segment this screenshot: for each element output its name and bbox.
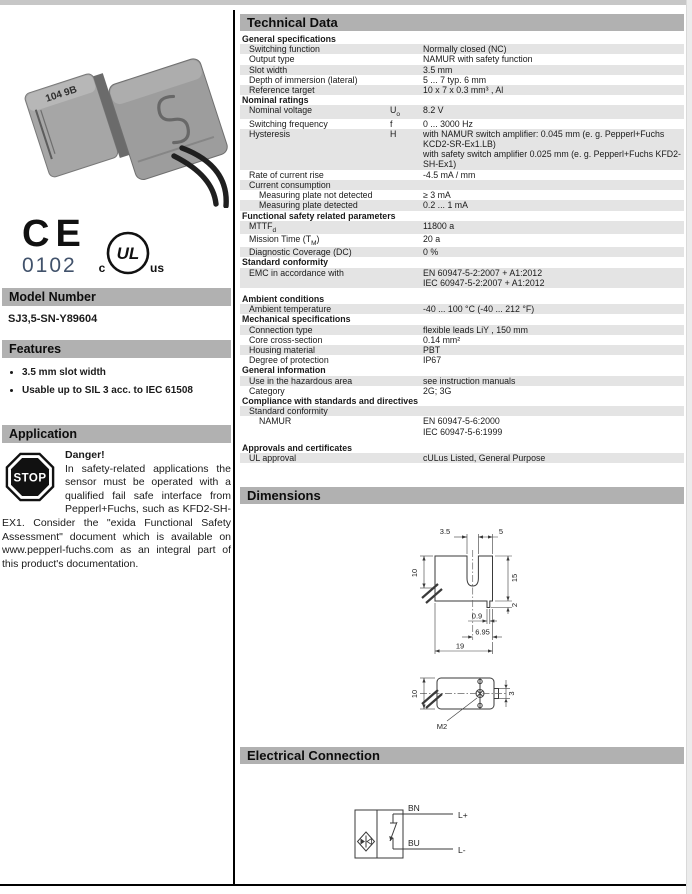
spec-row [240, 416, 684, 436]
right-column [240, 14, 684, 886]
spec-value: 20 a [423, 233, 441, 244]
spec-label: Measuring plate not detected [259, 190, 373, 201]
spec-value: NAMUR with safety function [423, 54, 533, 65]
spec-symbol: H [390, 128, 397, 139]
product-top-label: 104 9B [44, 84, 79, 105]
danger-body: In safety-related applications the sensor must be operated with a qualified fail safe interface from Pepperl+Fuchs, such as KFD2-SH-EX1. Consider the "exida Functional Safety Assessment" document which is available on www.pepperl-fuchs.com as an integral part of this product's documentation. [2, 462, 231, 570]
wire-bu-label: BU [408, 838, 420, 848]
spec-label: Hysteresis [249, 128, 291, 139]
dim-tab-height: 3 [507, 691, 516, 696]
spec-label: Standard conformity [249, 406, 328, 417]
spec-row [240, 170, 684, 180]
spec-symbol [390, 376, 423, 386]
spec-row [240, 190, 684, 200]
spec-label: Measuring plate detected [259, 200, 358, 211]
spec-label: Rate of current rise [249, 169, 324, 180]
spec-symbol [390, 170, 423, 180]
technical-data-header: Technical Data [240, 14, 684, 31]
spec-value: -40 ... 100 °C (-40 ... 212 °F) [423, 304, 535, 315]
dim-right-width: 5 [498, 527, 504, 536]
spec-value: with NAMUR switch amplifier: 0.045 mm (e. g. Pepperl+Fuchs KCD2-SR-Ex1.LB) with safety switch amplifier 0.025 mm (e. g. Pepperl+Fuchs KFD2-SH-Ex1) [423, 128, 681, 170]
spec-row [240, 105, 684, 118]
spec-value: EN 60947-5-2:2007 + A1:2012 IEC 60947-5-2:2007 + A1:2012 [423, 267, 545, 288]
spec-row [240, 406, 684, 416]
terminal-lminus-label: L- [458, 845, 466, 855]
spec-label: Depth of immersion (lateral) [249, 74, 358, 85]
technical-data-table [240, 34, 684, 463]
spec-value: IP67 [423, 355, 442, 366]
spec-symbol [390, 453, 423, 463]
spec-row [240, 129, 684, 170]
spec-row [240, 247, 684, 257]
spec-value: 0.14 mm² [423, 334, 461, 345]
dim-left-height: 10 [410, 568, 419, 578]
spec-label: Current consumption [249, 179, 331, 190]
spec-symbol: $U_o$ [390, 105, 400, 119]
spec-symbol [390, 335, 423, 345]
spec-label: UL approval [249, 453, 297, 464]
spec-symbol [390, 85, 423, 95]
dim-total-height: 15 [510, 573, 519, 583]
spec-symbol [390, 247, 423, 257]
spec-label: Core cross-section [249, 334, 323, 345]
spec-row [240, 44, 684, 54]
spec-value: ≥ 3 mA [423, 190, 451, 201]
spec-row [240, 268, 684, 288]
spec-symbol [390, 221, 423, 234]
ul-us-label: us [149, 261, 165, 275]
spec-value: 0.2 ... 1 mA [423, 200, 468, 211]
spec-section-header: General specifications [242, 34, 336, 44]
spec-symbol [390, 65, 423, 75]
spec-symbol [390, 234, 423, 247]
column-divider [233, 10, 235, 885]
ce-mark-block [22, 214, 87, 277]
spec-symbol [390, 304, 423, 314]
spec-label: Nominal voltage [249, 105, 313, 116]
dim-step-height: 2 [510, 602, 519, 608]
spec-label: Use in the hazardous area [249, 375, 353, 386]
spec-symbol [390, 268, 423, 288]
spec-row [240, 345, 684, 355]
spec-value: 5 ... 7 typ. 6 mm [423, 74, 487, 85]
spec-row [240, 335, 684, 345]
spec-label: Degree of protection [249, 355, 329, 366]
spec-symbol [390, 75, 423, 85]
spec-row [240, 386, 684, 396]
spec-symbol [390, 406, 423, 416]
spec-symbol: f [390, 118, 393, 129]
spec-label: NAMUR [259, 416, 292, 427]
ul-mark-letters: UL [116, 244, 140, 263]
ul-listing-mark [90, 228, 170, 282]
page-edge-top [0, 0, 692, 5]
electrical-connection-diagram [240, 786, 686, 874]
spec-value: see instruction manuals [423, 375, 516, 386]
dim-center-to-edge: 6.95 [475, 627, 490, 637]
spec-value: 2G; 3G [423, 385, 452, 396]
spec-row [240, 200, 684, 210]
stop-icon-label: STOP [13, 472, 47, 485]
model-number-value: SJ3,5-SN-Y89604 [8, 313, 98, 325]
certifications [2, 214, 231, 290]
spec-value: 3.5 mm [423, 64, 453, 75]
spec-row [240, 325, 684, 335]
spec-value: -4.5 mA / mm [423, 169, 476, 180]
terminal-lplus-label: L+ [458, 810, 468, 820]
spec-section-header: Standard conformity [242, 257, 329, 268]
spec-value: 11800 a [423, 220, 455, 231]
spec-row [240, 85, 684, 95]
spec-label: Switching function [249, 44, 320, 55]
dim-step-width: 0.9 [471, 611, 483, 621]
spec-value: 10 x 7 x 0.3 mm³ , Al [423, 85, 504, 96]
spec-symbol [390, 386, 423, 396]
spec-section-header: General information [242, 365, 326, 376]
spec-row [240, 376, 684, 386]
spec-value: Normally closed (NC) [423, 44, 507, 55]
spec-value: PBT [423, 345, 441, 356]
spec-symbol [390, 200, 423, 210]
stop-icon [4, 451, 56, 503]
dim-slot-width: 3.5 [439, 527, 451, 536]
spec-row [240, 119, 684, 129]
spec-label: Output type [249, 54, 295, 65]
spec-value [423, 180, 684, 190]
spec-row [240, 221, 684, 234]
spec-symbol [390, 355, 423, 365]
spec-symbol [390, 44, 423, 54]
product-photo [2, 8, 231, 208]
spec-value: EN 60947-5-6:2000 IEC 60947-5-6:1999 [423, 416, 503, 437]
application-header: Application [2, 425, 231, 443]
dimensions-header: Dimensions [240, 487, 684, 504]
dimensions-drawing [240, 508, 686, 745]
spec-section-header: Ambient conditions [242, 294, 325, 305]
spec-symbol [390, 416, 423, 436]
spec-row [240, 453, 684, 463]
danger-title: Danger! [65, 449, 105, 461]
dim-thread-label: M2 [436, 722, 448, 731]
feature-item: • 3.5 mm slot width [22, 366, 228, 379]
spec-value: cULus Listed, General Purpose [423, 453, 546, 464]
electrical-connection-header: Electrical Connection [240, 747, 684, 764]
spec-row [240, 304, 684, 314]
spec-row [240, 355, 684, 365]
spec-row [240, 234, 684, 247]
spec-label: $MTTF_d$ [249, 220, 277, 234]
spec-label: Housing material [249, 345, 316, 356]
spec-value [423, 406, 684, 416]
spec-label: Category [249, 385, 285, 396]
spec-section-header: Compliance with standards and directives [242, 396, 418, 407]
spec-row [240, 180, 684, 190]
model-number-header: Model Number [2, 288, 231, 306]
wire-bn-label: BN [408, 803, 420, 813]
dim-overall-width: 19 [455, 641, 465, 651]
features-header: Features [2, 340, 231, 358]
spec-row [240, 54, 684, 64]
ce-mark: CE [22, 213, 87, 255]
spec-symbol [390, 180, 423, 190]
danger-note [2, 449, 231, 571]
spec-section-header: Functional safety related parameters [242, 210, 396, 221]
ce-number: 0102 [22, 254, 77, 277]
spec-label: Diagnostic Coverage (DC) [249, 247, 352, 258]
spec-label: Connection type [249, 324, 313, 335]
spec-label: EMC in accordance with [249, 267, 344, 278]
spec-value: 0 ... 3000 Hz [423, 118, 473, 129]
spec-label: Mission Time $(T_M)$ [249, 233, 320, 247]
spec-label: Ambient temperature [249, 304, 332, 315]
dim-side-height: 10 [410, 689, 419, 699]
spec-symbol [390, 54, 423, 64]
spec-section-header: Mechanical specifications [242, 314, 351, 325]
left-column [2, 8, 231, 886]
spec-value: 0 % [423, 247, 439, 258]
spec-label: Slot width [249, 64, 288, 75]
feature-item: • Usable up to SIL 3 acc. to IEC 61508 [22, 384, 228, 397]
spec-row [240, 65, 684, 75]
spec-value: flexible leads LiY , 150 mm [423, 324, 528, 335]
spec-symbol [390, 190, 423, 200]
spec-section-header: Nominal ratings [242, 95, 309, 106]
spec-label: Reference target [249, 85, 315, 96]
spec-label: Switching frequency [249, 118, 328, 129]
spec-value: 8.2 V [423, 105, 444, 116]
spec-section-header: Approvals and certificates [242, 442, 352, 453]
features-list [10, 366, 228, 402]
spec-symbol [390, 325, 423, 335]
spec-symbol [390, 345, 423, 355]
spec-row [240, 75, 684, 85]
ul-c-label: c [98, 261, 106, 275]
page-edge-right [686, 0, 692, 894]
